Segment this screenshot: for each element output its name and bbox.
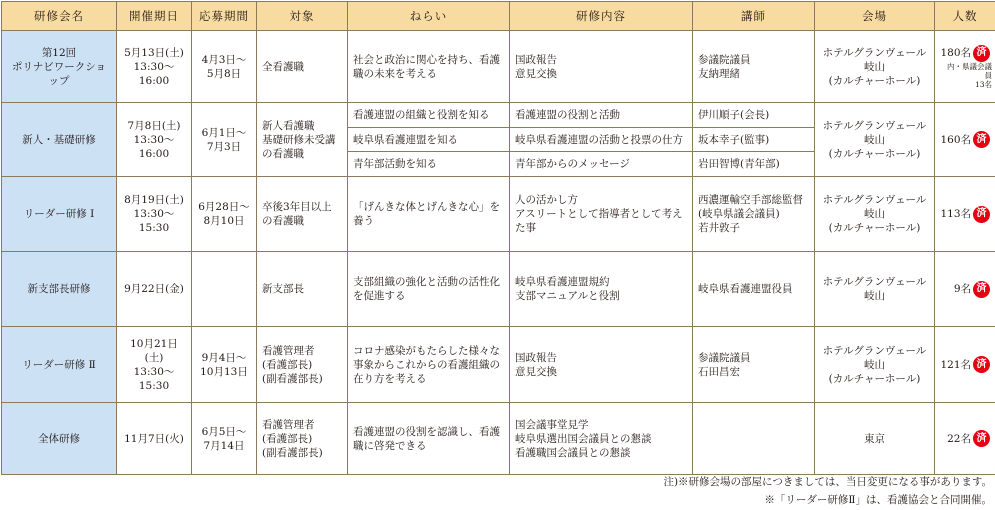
attendance-cell xyxy=(935,177,995,252)
header-count: 人数 xyxy=(935,2,995,31)
lecturer: 参議院議員 石田昌宏 xyxy=(693,327,815,403)
event-date: 10月21日(土) 13:30〜15:30 xyxy=(117,327,192,403)
venue: ホテルグランヴェール岐山 (カルチャーホール) xyxy=(815,327,935,403)
session-lecturer: 岩田智博(青年部) xyxy=(693,152,815,177)
session-lecturer: 伊川順子(会長) xyxy=(693,103,815,128)
training-content: 人の活かし方 アスリートとして指導者として考えた事 xyxy=(510,177,693,252)
target-audience: 看護管理者 (看護部長) (副看護部長) xyxy=(257,327,348,403)
application-period xyxy=(192,252,257,327)
table-row xyxy=(2,103,995,128)
training-name: リーダー研修 Ⅰ xyxy=(2,177,117,252)
training-name: 全体研修 xyxy=(2,403,117,475)
target-audience: 全看護職 xyxy=(257,31,348,103)
venue: ホテルグランヴェール岐山 (カルチャーホール) xyxy=(815,103,935,177)
attendance-count: 9名 xyxy=(953,283,971,295)
header-row xyxy=(2,2,995,31)
attendance-cell xyxy=(935,103,995,177)
table-row xyxy=(2,327,995,403)
application-period: 4月3日〜 5月8日 xyxy=(192,31,257,103)
event-date: 9月22日(金) xyxy=(117,252,192,327)
venue: ホテルグランヴェール岐山 (カルチャーホール) xyxy=(815,31,935,103)
table-row xyxy=(2,31,995,103)
training-aim: 看護連盟の役割を認識し、看護職に啓発できる xyxy=(348,403,510,475)
header-venue: 会場 xyxy=(815,2,935,31)
training-name: 新人・基礎研修 xyxy=(2,103,117,177)
target-audience: 新支部長 xyxy=(257,252,348,327)
attendance-cell xyxy=(935,31,995,103)
session-aim: 岐阜県看護連盟を知る xyxy=(348,128,510,152)
target-audience: 卒後3年目以上の看護職 xyxy=(257,177,348,252)
training-content: 国政報告 意見交換 xyxy=(510,327,693,403)
training-aim: 支部組織の強化と活動の活性化を促進する xyxy=(348,252,510,327)
header-content: 研修内容 xyxy=(510,2,693,31)
session-content: 青年部からのメッセージ xyxy=(510,152,693,177)
venue: 東京 xyxy=(815,403,935,475)
venue: ホテルグランヴェール岐山 xyxy=(815,252,935,327)
session-content: 岐阜県看護連盟の活動と投票の仕方 xyxy=(510,128,693,152)
training-content: 国政報告 意見交換 xyxy=(510,31,693,103)
training-aim: 社会と政治に関心を持ち、看護職の未来を考える xyxy=(348,31,510,103)
attendance-count: 180名 xyxy=(940,47,971,59)
footnotes xyxy=(663,473,992,509)
completed-badge: 済 xyxy=(973,430,990,447)
session-aim: 看護連盟の組織と役割を知る xyxy=(348,103,510,128)
training-aim: コロナ感染がもたらした様々な事象からこれからの看護組織の在り方を考える xyxy=(348,327,510,403)
completed-badge: 済 xyxy=(973,356,990,373)
attendance-count: 113名 xyxy=(940,208,971,220)
venue: ホテルグランヴェール岐山 (カルチャーホール) xyxy=(815,177,935,252)
attendance-count: 121名 xyxy=(940,358,971,371)
completed-badge: 済 xyxy=(973,131,990,148)
session-content: 看護連盟の役割と活動 xyxy=(510,103,693,128)
training-name: リーダー研修 Ⅱ xyxy=(2,327,117,403)
attendance-count: 22名 xyxy=(947,432,971,445)
target-audience: 看護管理者 (看護部長) (副看護部長) xyxy=(257,403,348,475)
attendance-note: 内・県議会議員 13名 xyxy=(947,61,992,89)
header-aim: ねらい xyxy=(348,2,510,31)
header-apply: 応募期間 xyxy=(192,2,257,31)
header-target: 対象 xyxy=(257,2,348,31)
attendance-count: 160名 xyxy=(940,133,971,146)
table-row xyxy=(2,403,995,475)
header-lecturer: 講師 xyxy=(693,2,815,31)
event-date: 11月7日(火) xyxy=(117,403,192,475)
event-date: 8月19日(土) 13:30〜15:30 xyxy=(117,177,192,252)
training-name: 新支部長研修 xyxy=(2,252,117,327)
completed-badge: 済 xyxy=(973,206,990,223)
lecturer: 参議院議員 友納理緒 xyxy=(693,31,815,103)
footnote: 注)※研修会場の部屋につきましては、当日変更になる事があります。 xyxy=(663,476,992,488)
session-lecturer: 坂本幸子(監事) xyxy=(693,128,815,152)
attendance-cell xyxy=(935,403,995,475)
attendance-cell xyxy=(935,252,995,327)
target-audience: 新人看護職 基礎研修未受講の看護職 xyxy=(257,103,348,177)
completed-badge: 済 xyxy=(973,45,990,62)
training-content: 岐阜県看護連盟規約 支部マニュアルと役割 xyxy=(510,252,693,327)
header-date: 開催期日 xyxy=(117,2,192,31)
attendance-cell xyxy=(935,327,995,403)
completed-badge: 済 xyxy=(973,281,990,298)
application-period: 6月1日〜 7月3日 xyxy=(192,103,257,177)
event-date: 7月8日(土) 13:30〜16:00 xyxy=(117,103,192,177)
event-date: 5月13日(土) 13:30〜16:00 xyxy=(117,31,192,103)
table-row xyxy=(2,177,995,252)
footnote: ※「リーダー研修Ⅱ」は、看護協会と合同開催。 xyxy=(764,494,992,506)
application-period: 9月4日〜 10月13日 xyxy=(192,327,257,403)
training-content: 国会議事堂見学 岐阜県選出国会議員との懇談 看護職国会議員との懇談 xyxy=(510,403,693,475)
schedule-table xyxy=(1,1,995,475)
lecturer: 西濃運輸空手部総監督 (岐阜県議会議員) 若井敦子 xyxy=(693,177,815,252)
training-aim: 「げんきな体とげんきな心」を養う xyxy=(348,177,510,252)
application-period: 6月28日〜 8月10日 xyxy=(192,177,257,252)
lecturer: 岐阜県看護連盟役員 xyxy=(693,252,815,327)
application-period: 6月5日〜 7月14日 xyxy=(192,403,257,475)
table-row xyxy=(2,252,995,327)
training-name: 第12回 ポリナビワークショップ xyxy=(2,31,117,103)
lecturer xyxy=(693,403,815,475)
session-aim: 青年部活動を知る xyxy=(348,152,510,177)
header-name: 研修会名 xyxy=(2,2,117,31)
